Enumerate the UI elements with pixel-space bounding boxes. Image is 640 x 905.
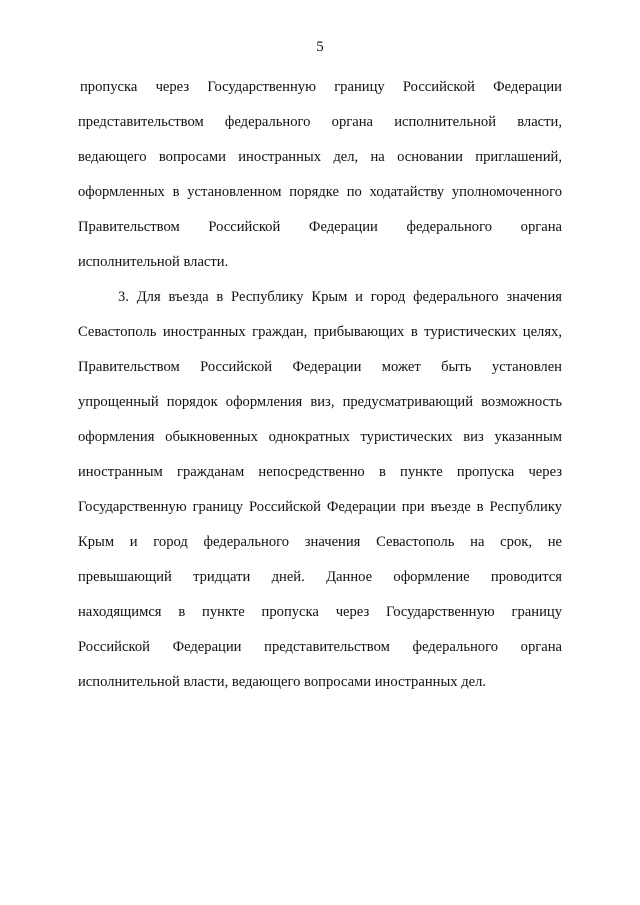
paragraph-2-line-11: Российской Федерации представительством федерального органа (78, 639, 562, 655)
paragraph-1-line-2: представительством федерального органа исполнительной власти, (78, 114, 562, 130)
paragraph-2-line-4: упрощенный порядок оформления виз, предусматривающий возможность (78, 394, 562, 410)
paragraph-1-line-3: ведающего вопросами иностранных дел, на основании приглашений, (78, 149, 562, 165)
document-body (78, 70, 562, 700)
paragraph-2-line-12: исполнительной власти, ведающего вопросами иностранных дел. (78, 674, 487, 690)
paragraph-2-line-1: 3. Для въезда в Республику Крым и город федерального значения (118, 289, 562, 305)
paragraph-2-line-10: находящимся в пункте пропуска через Государственную границу (78, 604, 562, 620)
paragraph-1-line-4: оформленных в установленном порядке по ходатайству уполномоченного (78, 184, 562, 200)
paragraph-2-line-5: оформления обыкновенных однократных туристических виз указанным (78, 429, 562, 445)
paragraph-2-line-2: Севастополь иностранных граждан, прибывающих в туристических целях, (78, 324, 562, 340)
paragraph-2-line-9: превышающий тридцати дней. Данное оформление проводится (78, 569, 562, 585)
paragraph-2-line-8: Крым и город федерального значения Севастополь на срок, не (78, 534, 562, 550)
paragraph-2-line-3: Правительством Российской Федерации может быть установлен (78, 359, 562, 375)
paragraph-2-line-7: Государственную границу Российской Федерации при въезде в Республику (78, 499, 562, 515)
paragraph-1-line-6: исполнительной власти. (78, 254, 229, 270)
paragraph-1-line-1: пропуска через Государственную границу Российской Федерации (80, 79, 562, 95)
paragraph-2-line-6: иностранным гражданам непосредственно в пункте пропуска через (78, 464, 562, 480)
page-number: 5 (316, 39, 324, 55)
paragraph-1-line-5: Правительством Российской Федерации федерального органа (78, 219, 562, 235)
